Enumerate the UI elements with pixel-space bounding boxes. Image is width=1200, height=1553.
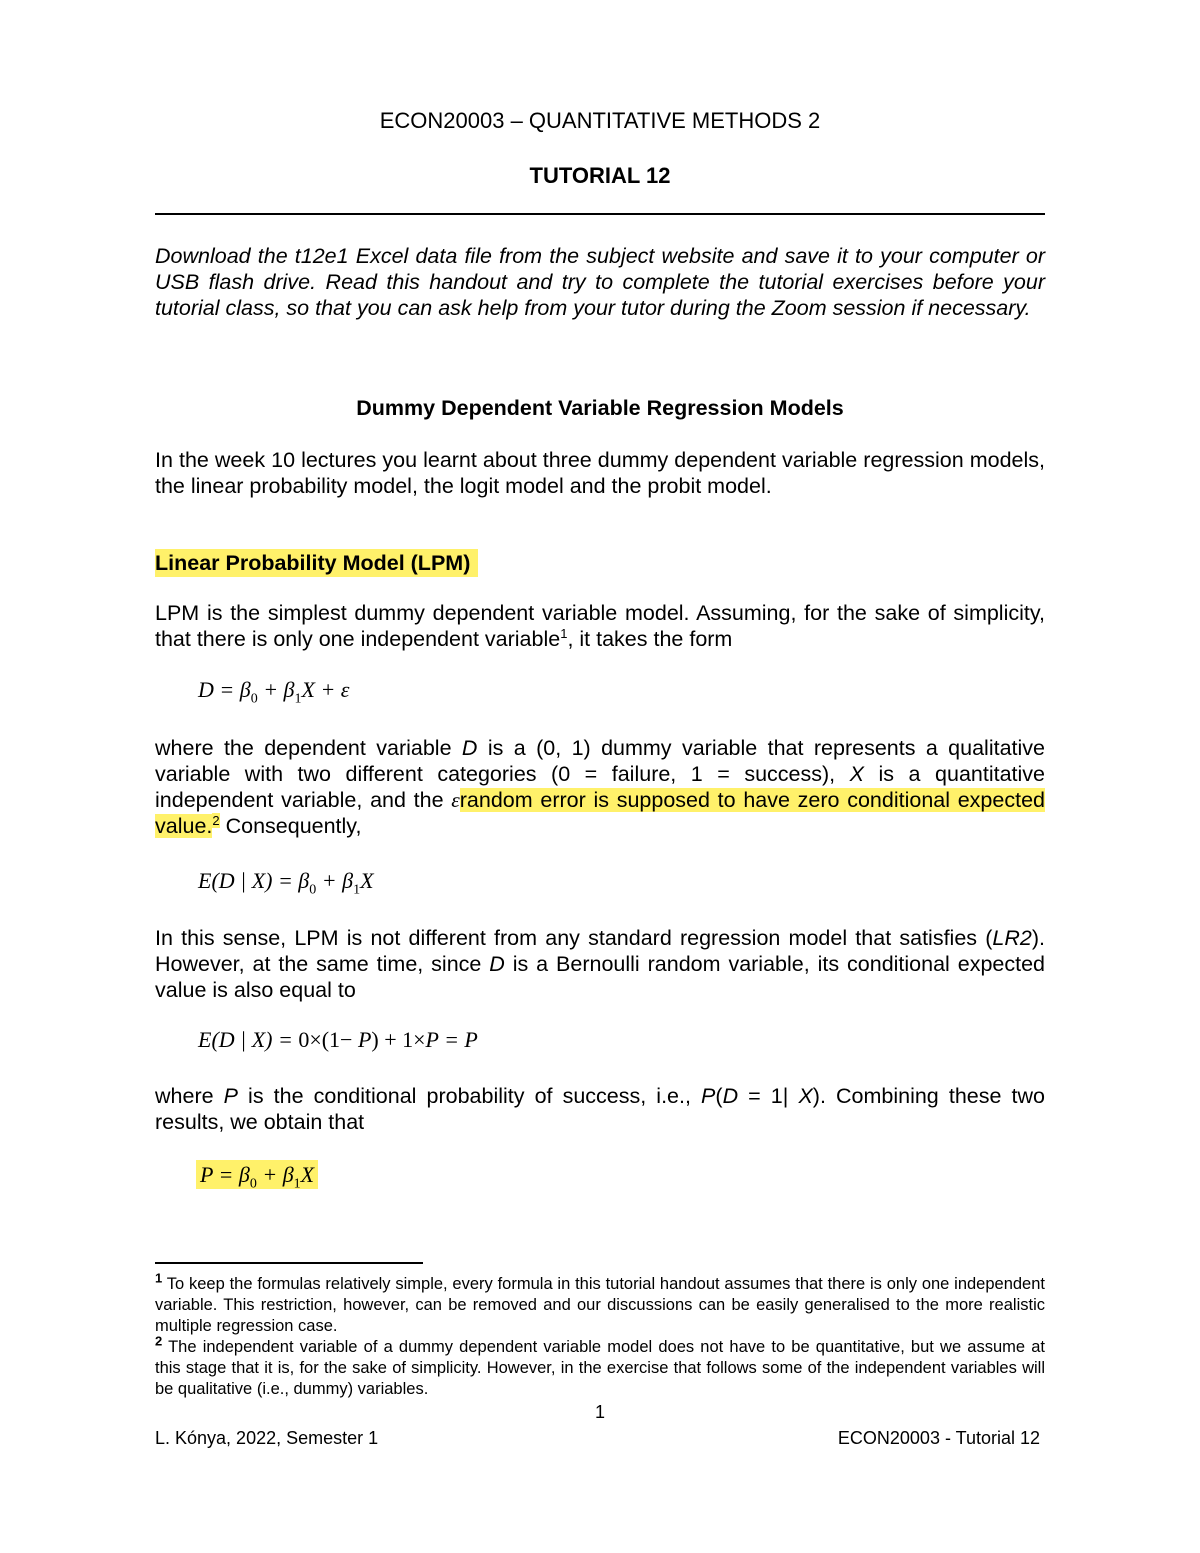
p2-text-b: is a (0, 1) dummy variable that represents a qualitative variable with two different categories (0 = failure, 1 = success), bbox=[155, 736, 1045, 786]
p3-lr2: LR2 bbox=[992, 926, 1032, 950]
p4-text-a: where bbox=[155, 1084, 224, 1108]
p4-text-e: ). Combining these two results, we obtain that bbox=[155, 1084, 1045, 1134]
section-intro: In the week 10 lectures you learnt about three dummy dependent variable regression models, the linear probability model, the logit model and the probit model. bbox=[155, 448, 1045, 498]
footnote-1-text: To keep the formulas relatively simple, every formula in this tutorial handout assumes that there is only one independent variable. This restriction, however, can be removed and our discussions can be easily generalised to the more realistic multiple regression case. bbox=[155, 1275, 1045, 1335]
p3-text-c: is a Bernoulli random variable, its conditional expected value is also equal to bbox=[155, 952, 1046, 1002]
p2-text-c: is a quantitative independent variable, and the bbox=[155, 762, 1045, 812]
footnote-2-text: The independent variable of a dummy dependent variable model does not have to be quantitative, but we assume at this stage that it is, for the sake of simplicity. However, in the exercise that follows some of the independent variables will be qualitative (i.e., dummy) variables. bbox=[155, 1338, 1045, 1398]
lpm-paragraph-1 bbox=[155, 600, 1045, 652]
equation-bernoulli-expectation: E(D | X) = 0×(1− P) + 1×P = P bbox=[198, 1027, 478, 1052]
footer-left: L. Kónya, 2022, Semester 1 bbox=[155, 1428, 379, 1448]
p3-text-a: In this sense, LPM is not different from any standard regression model that satisfies ( bbox=[155, 926, 993, 950]
header-rule bbox=[155, 213, 1045, 215]
lpm-heading bbox=[155, 550, 478, 576]
lpm-paragraph-2 bbox=[155, 735, 1045, 839]
p3-var-d: D bbox=[489, 952, 505, 976]
equation-conditional-expectation: E(D | $X) = \beta_0 + \beta_1X$ bbox=[198, 868, 374, 898]
footnote-rule bbox=[155, 1262, 423, 1264]
p3-text-b: ). However, at the same time, since bbox=[155, 926, 1045, 976]
footnote-ref-1: 1 bbox=[560, 625, 568, 641]
p1-text-b: , it takes the form bbox=[567, 627, 733, 651]
p2-var-epsilon: ε bbox=[451, 788, 460, 812]
p4-var-p2: P bbox=[701, 1084, 716, 1108]
footnote-2 bbox=[155, 1333, 1045, 1400]
footnote-1-number: 1 bbox=[155, 1270, 163, 1286]
page-number: 1 bbox=[594, 1402, 605, 1422]
p4-var-d: D bbox=[722, 1084, 739, 1108]
p4-text-b: is the conditional probability of success, i.e., bbox=[237, 1084, 702, 1108]
p2-var-x: X bbox=[849, 762, 864, 786]
footnote-2-number: 2 bbox=[155, 1333, 163, 1349]
p2-text-a: where the dependent variable bbox=[155, 736, 462, 760]
p4-text-d: = 1| bbox=[738, 1084, 799, 1108]
lpm-heading-text: Linear Probability Model (LPM) bbox=[155, 549, 478, 577]
footnote-ref-2: 2 bbox=[212, 812, 220, 828]
lpm-paragraph-3 bbox=[155, 925, 1045, 1003]
footnote-1 bbox=[155, 1270, 1045, 1337]
p4-var-p: P bbox=[223, 1084, 238, 1108]
p2-highlight: random error is supposed to have zero conditional expected value. bbox=[155, 788, 1045, 838]
p4-text-c: ( bbox=[715, 1084, 723, 1108]
intro-paragraph: Download the t12e1 Excel data file from the subject website and save it to your computer or USB flash drive. Read this handout and try to complete the tutorial exercises before your tutorial class, so that you can ask help from your tutor during the Zoom session if necessary. bbox=[155, 244, 1045, 320]
section-title: Dummy Dependent Variable Regression Models bbox=[356, 396, 844, 420]
p4-var-x: X bbox=[798, 1084, 813, 1108]
footer-right: ECON20003 - Tutorial 12 bbox=[837, 1428, 1040, 1448]
p2-var-d: D bbox=[461, 736, 478, 760]
p1-text-a: LPM is the simplest dummy dependent variable model. Assuming, for the sake of simplicity, that there is only one independent variable bbox=[155, 601, 1045, 651]
equation-probability: $P = \beta_0 + \beta_1X$ bbox=[196, 1162, 318, 1192]
equation-lpm-form: $D = \beta_0 + \beta_1X + \varepsilon$ bbox=[198, 677, 350, 707]
p2-text-d: Consequently, bbox=[219, 814, 362, 838]
course-title: ECON20003 – QUANTITATIVE METHODS 2 bbox=[379, 108, 821, 133]
lpm-paragraph-4 bbox=[155, 1083, 1045, 1135]
tutorial-title: TUTORIAL 12 bbox=[529, 163, 671, 188]
